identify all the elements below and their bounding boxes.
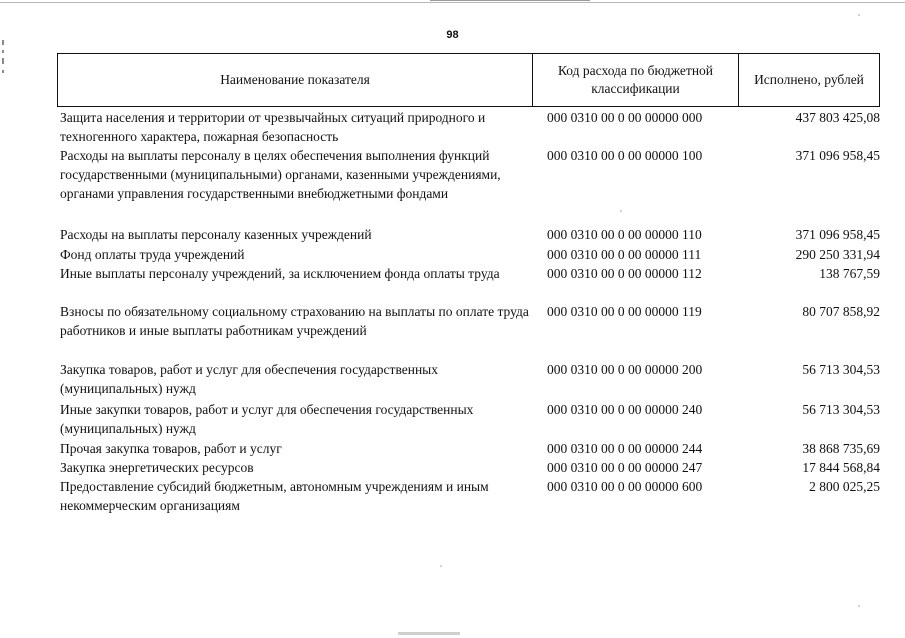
scan-bottom-smudge: [398, 632, 460, 635]
row-amount: 17 844 568,84: [802, 460, 880, 475]
row-name: Закупка товаров, работ и услуг для обеспечения государственных (муниципальных) нужд: [60, 362, 439, 396]
row-amount: 437 803 425,08: [795, 110, 880, 125]
table-row: [60, 245, 880, 264]
row-name: Защита населения и территории от чрезвычайных ситуаций природного и техногенного характера, пожарная безопасность: [60, 110, 486, 144]
table-row: [60, 108, 880, 146]
scan-margin-mark: [2, 70, 4, 73]
header-code: Код расхода по бюджетной классификации: [532, 54, 738, 106]
table-row: [60, 400, 880, 439]
row-name: Расходы на выплаты персоналу в целях обеспечения выполнения функций государственными (муниципальными) органами, казенными учреждениями, органами управления государственными внебюджетными фондами: [60, 148, 501, 201]
row-name: Взносы по обязательному социальному страхованию на выплаты по оплате труда работников и иные выплаты работникам учреждений: [60, 304, 529, 338]
row-amount: 371 096 958,45: [795, 227, 880, 242]
row-code: 000 0310 00 0 00 00000 240: [547, 402, 703, 417]
page-number: 98: [446, 29, 459, 41]
table-row: [60, 225, 880, 245]
scan-speck: [858, 14, 860, 16]
row-amount: 56 713 304,53: [802, 402, 880, 417]
scan-speck: [440, 565, 442, 567]
row-name: Фонд оплаты труда учреждений: [60, 247, 245, 262]
row-code: 000 0310 00 0 00 00000 119: [547, 304, 702, 319]
table-body: [60, 108, 880, 515]
row-name: Прочая закупка товаров, работ и услуг: [60, 441, 282, 456]
row-amount: 80 707 858,92: [802, 304, 880, 319]
row-code: 000 0310 00 0 00 00000 600: [547, 479, 703, 494]
header-name: Наименование показателя: [220, 72, 370, 87]
row-name: Закупка энергетических ресурсов: [60, 460, 254, 475]
scan-speck: [858, 605, 860, 607]
header-amount: Исполнено, рублей: [738, 54, 879, 106]
row-code: 000 0310 00 0 00 00000 200: [547, 362, 703, 377]
table-row: [60, 439, 880, 458]
row-amount: 138 767,59: [819, 266, 880, 281]
scan-margin-mark: [2, 58, 4, 64]
row-name: Расходы на выплаты персоналу казенных учреждений: [60, 227, 372, 242]
row-code: 000 0310 00 0 00 00000 244: [547, 441, 703, 456]
row-code: 000 0310 00 0 00 00000 111: [547, 247, 702, 262]
row-code: 000 0310 00 0 00 00000 000: [547, 110, 703, 125]
table-row: [60, 264, 880, 302]
scan-speck: [620, 210, 622, 212]
table-row: [60, 360, 880, 400]
row-amount: 56 713 304,53: [802, 362, 880, 377]
row-code: 000 0310 00 0 00 00000 112: [547, 266, 702, 281]
scan-top-mark: [430, 0, 590, 1]
row-name: Иные закупки товаров, работ и услуг для обеспечения государственных (муниципальных) нужд: [60, 402, 474, 436]
row-code: 000 0310 00 0 00 00000 247: [547, 460, 703, 475]
row-name: Иные выплаты персоналу учреждений, за исключением фонда оплаты труда: [60, 266, 500, 281]
table-row: [60, 302, 880, 360]
table-row: [60, 477, 880, 515]
row-amount: 38 868 735,69: [802, 441, 880, 456]
scan-margin-mark: [2, 50, 4, 53]
row-code: 000 0310 00 0 00 00000 100: [547, 148, 703, 163]
row-amount: 371 096 958,45: [795, 148, 880, 163]
table-row: [60, 458, 880, 477]
table-header: [57, 53, 880, 107]
row-amount: 290 250 331,94: [795, 247, 880, 262]
row-amount: 2 800 025,25: [809, 479, 880, 494]
row-name: Предоставление субсидий бюджетным, автономным учреждениям и иным некоммерческим организациям: [60, 479, 489, 513]
table-row: [60, 146, 880, 225]
scan-top-border: [0, 2, 905, 3]
row-code: 000 0310 00 0 00 00000 110: [547, 227, 702, 242]
